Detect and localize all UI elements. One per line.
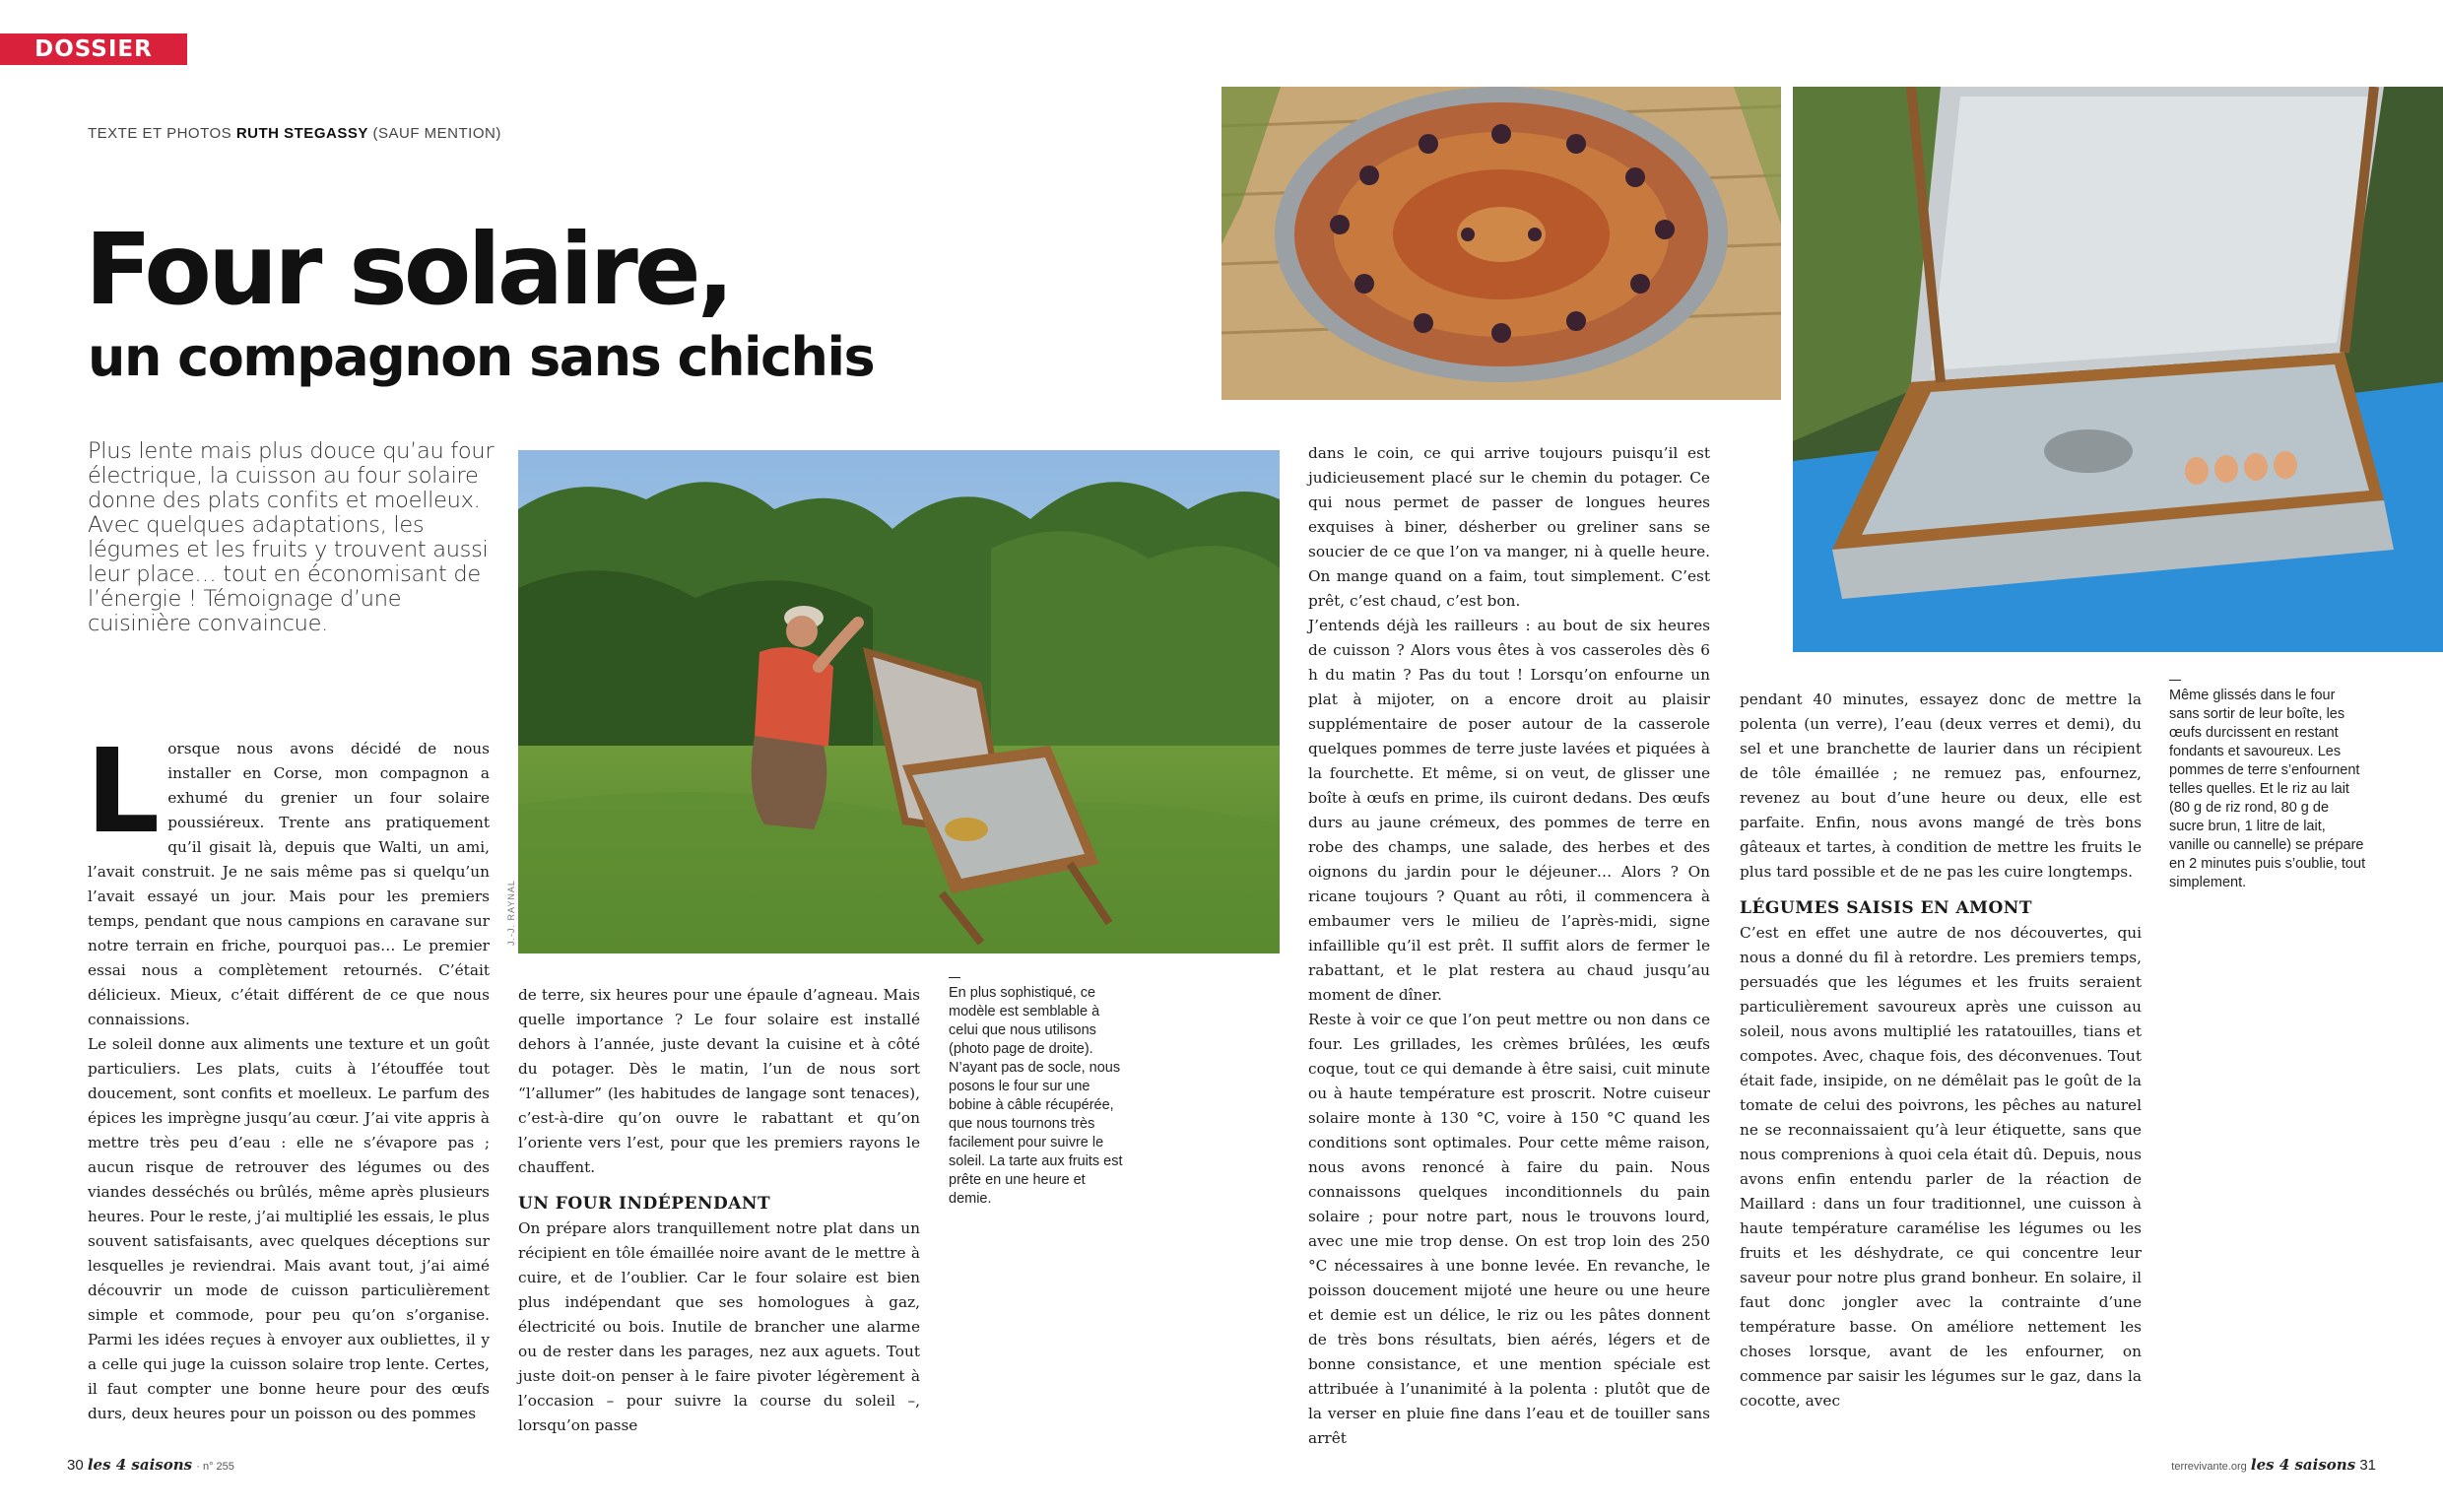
subheadline: un compagnon sans chichis bbox=[88, 326, 875, 388]
magazine-name: les 4 saisons bbox=[87, 1456, 193, 1474]
photo-caption-2 bbox=[2169, 680, 2366, 892]
page-number-right: 31 bbox=[2359, 1457, 2376, 1474]
photo-open-solar-oven bbox=[1793, 87, 2443, 652]
article-column-4 bbox=[1740, 688, 2142, 1413]
photo-fruit-tart bbox=[1222, 87, 1781, 400]
caption-dash bbox=[2169, 680, 2181, 681]
paragraph: C’est en effet une autre de nos découvertes, qui nous a donné du fil à retordre. Les premiers temps, persuadés que les légumes et les fruits seraient particulièrement savoureux après une cuisson au soleil, nous avons multiplié les ratatouilles, tians et compotes. Avec, chaque fois, des déconvenues. Tout était fade, insipide, on ne démêlait pas le goût de la tomate de celui des poivrons, les pêches au naturel ne se reconnaissaient qu’à leur étiquette, sans que nous comprenions à quoi cela était dû. Depuis, nous avons enfin entendu parler de la réaction de Maillard : dans un four traditionnel, une cuisson à haute température caramélise les légumes ou les fruits et les déshydrate, ce qui concentre leur saveur pour notre plus grand bonheur. En solaire, il faut donc jongler avec la contrainte d’une température basse. On améliore nettement les choses lorsque, avant de les enfourner, on commence par saisir les légumes sur le gaz, dans la cocotte, avec bbox=[1740, 924, 2142, 1410]
article-column-2 bbox=[518, 983, 920, 1438]
website: terrevivante.org bbox=[2171, 1461, 2247, 1473]
photo-caption-1 bbox=[949, 977, 1131, 1209]
byline bbox=[88, 125, 501, 142]
byline-author: RUTH STEGASSY bbox=[235, 125, 368, 142]
paragraph: Reste à voir ce que l’on peut mettre ou non dans ce four. Les grillades, les crèmes brûlées, les œufs coque, tout ce qui demande à être saisi, cuit minute ou à haute température est proscrit. Notre cuiseur solaire monte à 130 °C, voire à 150 °C quand les conditions sont optimales. Pour cette même raison, nous avons renoncé à faire du pain. Nous connaissons quelques inconditionnels du pain solaire ; pour notre part, nous le trouvons lourd, avec une mie trop dense. On est trop loin des 250 °C nécessaires à une bonne levée. En revanche, le poisson doucement mijoté une heure ou une heure et demie est un délice, le riz ou les pâtes donnent de très bons résultats, bien aérés, légers et de bonne consistance, et une mention spéciale est attribuée à l’unanimité à la polenta : plutôt que de la verser en pluie fine dans l’eau et de touiller sans arrêt bbox=[1308, 1011, 1710, 1447]
paragraph: Le soleil donne aux aliments une texture et un goût particuliers. Les plats, cuits à l’étouffée tout doucement, sont confits et moelleux. Le parfum des épices les imprègne jusqu’au cœur. J’ai vite appris à mettre très peu d’eau : elle ne s’évapore pas ; aucun risque de retrouver des légumes ou des viandes desséchés ou brûlés, même après plusieurs heures. Pour le reste, j’ai multiplié les essais, le plus souvent satisfaisants, avec quelques déceptions sur lesquelles je reviendrai. Mais avant tout, j’ai aimé découvrir un mode de cuisson particulièrement simple et commode, pour peu qu’on s’organise. Parmi les idées reçues à envoyer aux oubliettes, il y a celle qui juge la cuisson solaire trop lente. Certes, il faut compter une bonne heure pour des œufs durs, deux heures pour un poisson ou des pommes bbox=[88, 1035, 491, 1422]
photo-man-solar-oven bbox=[518, 450, 1280, 953]
paragraph: pendant 40 minutes, essayez donc de mettre la polenta (un verre), l’eau (deux verres et demi), du sel et une branchette de laurier dans un récipient de tôle émaillée ; ne remuez pas, enfournez, revenez au bout d’une heure ou deux, elle est parfaite. Enfin, nous avons mangé de très bons gâteaux et tartes, à condition de mettre les fruits le plus tard possible et de ne pas les cuire longtemps. bbox=[1740, 690, 2142, 881]
section-heading: UN FOUR INDÉPENDANT bbox=[518, 1194, 771, 1214]
paragraph: J’entends déjà les railleurs : au bout de six heures de cuisson ? Alors vous êtes à vos casseroles dès 6 h du matin ? Pas du tout ! Lorsqu’on enfourne un plat à mijoter, on a encore droit au plaisir supplémentaire de poser autour de la casserole quelques pommes de terre juste lavées et piquées à la fourchette. Et même, si on veut, de glisser une boîte à œufs en prime, ils cuiront dedans. Des œufs durs au jaune crémeux, des pommes de terre en robe des champs, une salade, des herbes et des oignons du jardin pour le déjeuner… Alors ? On ricane toujours ? Quant au rôti, il commencera à embaumer vers le milieu de l’après-midi, signe infaillible qu’il est prêt. Il suffit alors de fermer le rabattant, et le plat restera au chaud jusqu’au moment de dîner. bbox=[1308, 617, 1710, 1004]
byline-prefix: TEXTE ET PHOTOS bbox=[88, 125, 232, 142]
paragraph: de terre, six heures pour une épaule d’agneau. Mais quelle importance ? Le four solaire est installé dehors à l’année, juste devant la cuisine et à côté du potager. Dès le matin, l’un de nous sort “l’allumer” (les habitudes de langage sont tenaces), c’est-à-dire qu’on ouvre le rabattant et qu’on l’oriente vers l’est, pour que les premiers rayons le chauffent. bbox=[518, 986, 920, 1176]
footer-right bbox=[2171, 1456, 2376, 1474]
drop-cap: L bbox=[86, 723, 161, 859]
headline: Four solaire, bbox=[85, 212, 731, 327]
article-column-1 bbox=[86, 723, 491, 1426]
paragraph: orsque nous avons décidé de nous installer en Corse, mon compagnon a exhumé du grenier un four solaire poussiéreux. Trente ans pratiquement qu’il gisait là, depuis que Walti, un ami, l’avait construit. Je ne sais même pas si quelqu’un l’avait essayé un jour. Mais pour les premiers temps, pendant que nous campions en caravane sur notre terrain en friche, pourquoi pas… Le premier essai nous a complètement retournés. C’était délicieux. Mieux, c’était différent de ce que nous connaissions. bbox=[88, 740, 490, 1028]
footer-left bbox=[67, 1456, 234, 1474]
issue-number: · n° 255 bbox=[196, 1461, 234, 1473]
byline-suffix: (SAUF MENTION) bbox=[372, 125, 501, 142]
paragraph: dans le coin, ce qui arrive toujours puisqu’il est judicieusement placé sur le chemin du potager. Ce qui nous permet de passer de longues heures exquises à biner, désherber ou greliner sans se soucier de ce que l’on va manger, ni à quelle heure. On mange quand on a faim, tout simplement. C’est prêt, c’est chaud, c’est bon. bbox=[1308, 444, 1710, 610]
page-number-left: 30 bbox=[67, 1457, 84, 1474]
caption-text: En plus sophistiqué, ce modèle est semblable à celui que nous utilisons (photo page de droite). N’ayant pas de socle, nous posons le four sur une bobine à câble récupérée, que nous tournons très facilement pour suivre le soleil. La tarte aux fruits est prête en une heure et demie. bbox=[949, 985, 1123, 1207]
caption-dash bbox=[949, 977, 960, 978]
section-tag: DOSSIER bbox=[0, 33, 187, 65]
caption-text: Même glissés dans le four sans sortir de leur boîte, les œufs durcissent en restant fondants et savoureux. Les pommes de terre s’enfournent telles quelles. Et le riz au lait (80 g de riz rond, 80 g de sucre brun, 1 litre de lait, vanille ou cannelle) se prépare en 2 minutes puis s’oublie, tout simplement. bbox=[2169, 688, 2366, 890]
photo-credit: J.-J. RAYNAL bbox=[506, 880, 516, 946]
section-heading: LÉGUMES SAISIS EN AMONT bbox=[1740, 898, 2032, 918]
magazine-name: les 4 saisons bbox=[2250, 1456, 2356, 1474]
lede-paragraph: Plus lente mais plus douce qu’au four électrique, la cuisson au four solaire donne des plats confits et moelleux. Avec quelques adaptations, les légumes et les fruits y trouvent aussi leur place… tout en économisant de l’énergie ! Témoignage d’une cuisinière convaincue. bbox=[88, 438, 495, 636]
article-column-3 bbox=[1308, 441, 1710, 1451]
paragraph: On prépare alors tranquillement notre plat dans un récipient en tôle émaillée noire avant de le mettre à cuire, et de l’oublier. Car le four solaire est bien plus indépendant que ses homologues à gaz, électricité ou bois. Inutile de brancher une alarme ou de rester dans les parages, nez aux aguets. Tout juste doit-on penser à le faire pivoter légèrement à l’occasion – pour suivre la course du soleil –, lorsqu’on passe bbox=[518, 1219, 920, 1434]
